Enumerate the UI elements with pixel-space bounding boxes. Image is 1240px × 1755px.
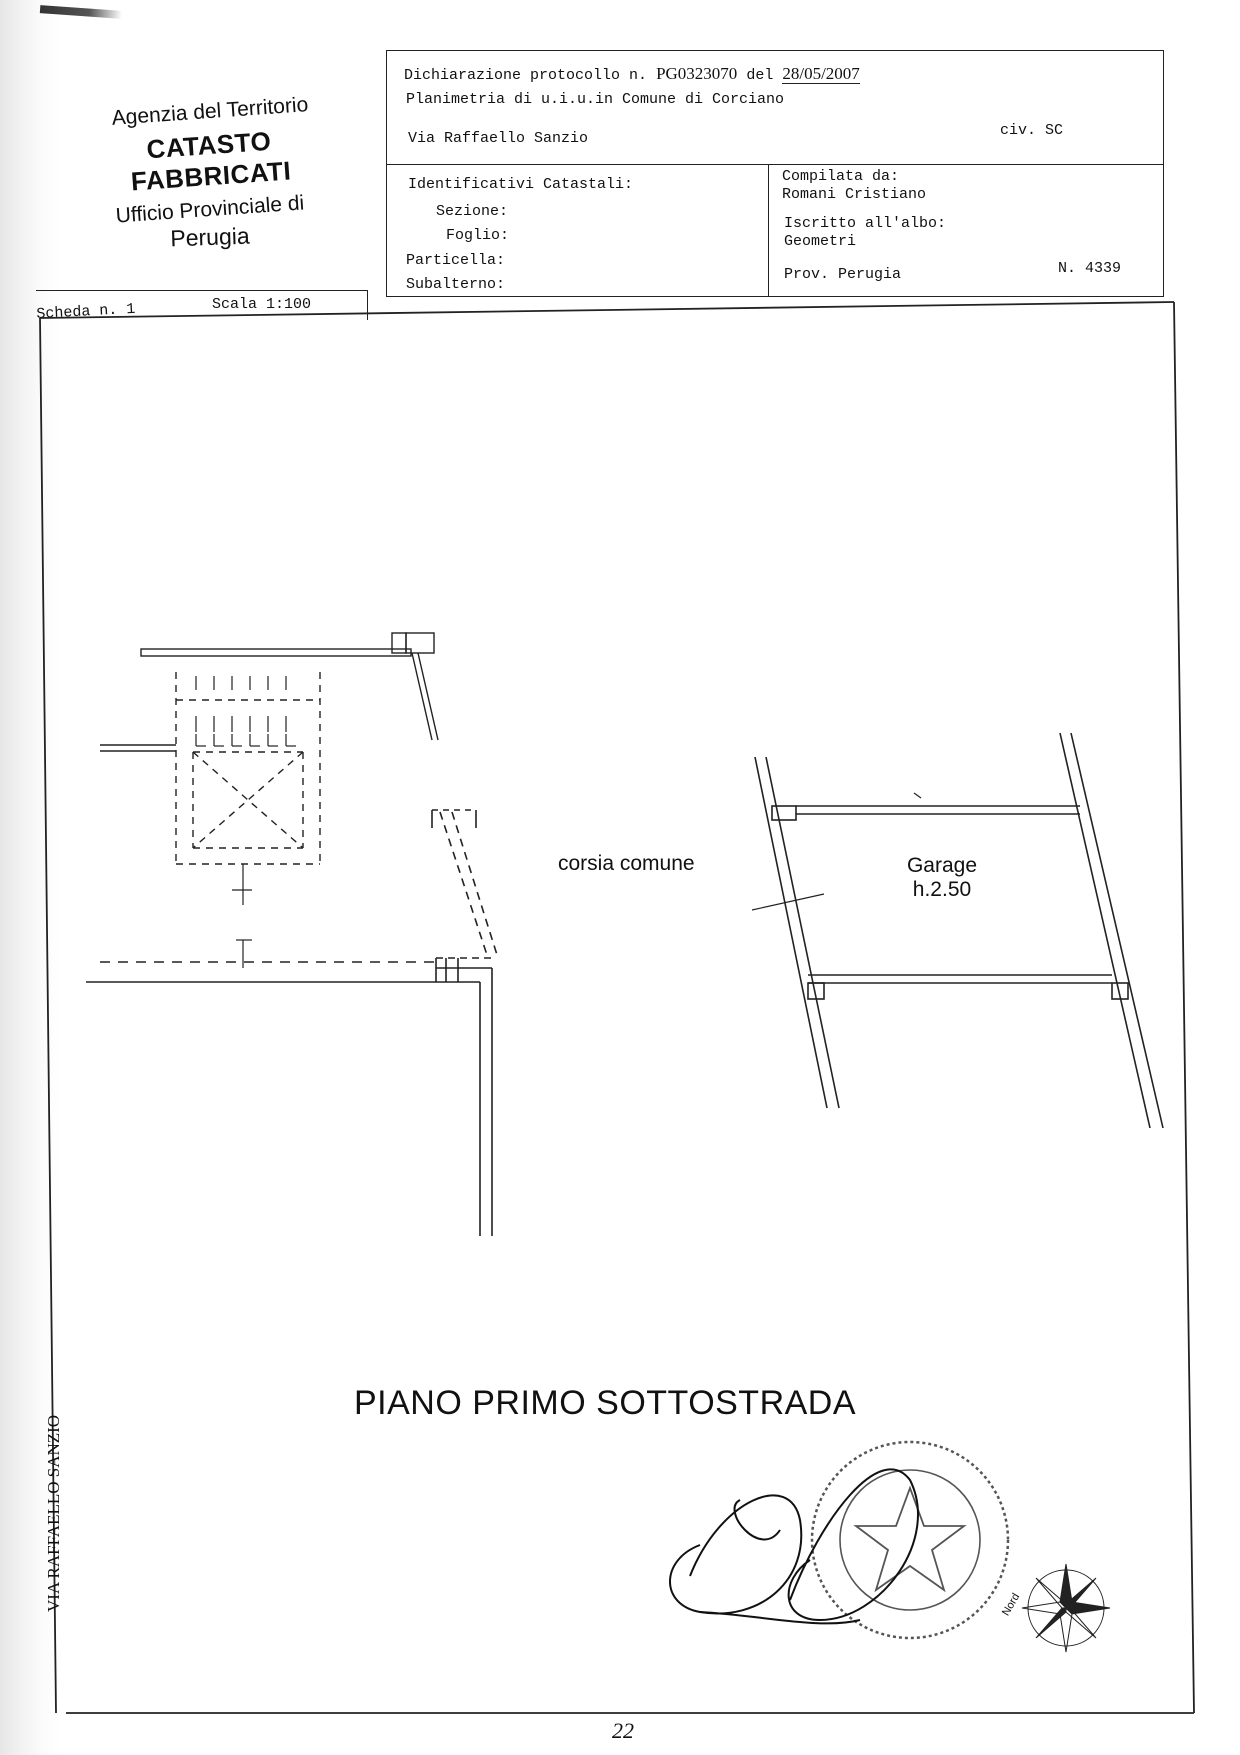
garage-height: h.2.50 <box>912 878 972 901</box>
garage-label: Garage <box>906 854 978 877</box>
protocol-number: PG0323070 <box>656 64 738 83</box>
sezione-label: Sezione: <box>436 203 509 220</box>
particella-label: Particella: <box>406 252 506 269</box>
compass-label: Nord <box>1000 1591 1023 1618</box>
identificativi-title: Identificativi Catastali: <box>408 176 634 193</box>
declaration-prefix: Dichiarazione protocollo n. <box>404 67 648 84</box>
signature <box>670 1469 918 1623</box>
foglio-label: Foglio: <box>446 227 510 244</box>
agency-name: Agenzia del Territorio <box>110 93 309 130</box>
declaration-date: 28/05/2007 <box>782 64 860 83</box>
side-street-label: VIA RAFFAELLO SANZIO <box>44 1414 63 1612</box>
floor-title: PIANO PRIMO SOTTOSTRADA <box>354 1384 857 1422</box>
walls <box>86 810 498 1236</box>
albo-value: Geometri <box>784 233 857 250</box>
agency-department: CATASTO FABBRICATI <box>129 125 293 197</box>
agency-city: Perugia <box>169 222 251 252</box>
agency-office: Ufficio Provinciale di <box>115 191 305 228</box>
compass-icon <box>1022 1564 1110 1652</box>
garage <box>752 733 1163 1128</box>
street-line: Via Raffaello Sanzio <box>408 130 589 147</box>
scale-label: Scala 1:100 <box>212 296 312 313</box>
corridor-label: corsia comune <box>558 852 695 875</box>
civic-number: civ. SC <box>1000 122 1064 139</box>
declaration-del: del <box>746 67 774 84</box>
compiler-name: Romani Cristiano <box>782 186 927 203</box>
compilata-label: Compilata da: <box>782 168 900 185</box>
albo-label: Iscritto all'albo: <box>784 215 947 232</box>
province-label: Prov. Perugia <box>784 266 902 283</box>
subalterno-label: Subalterno: <box>406 276 506 293</box>
planimetria-line: Planimetria di u.i.u.in Comune di Corciano <box>406 91 785 108</box>
scheda-number: Scheda n. 1 <box>36 300 136 323</box>
drawing-frame <box>40 302 1194 1713</box>
registration-number: N. 4339 <box>1058 260 1122 277</box>
notary-stamp <box>812 1442 1008 1638</box>
page-number: 22 <box>612 1718 634 1743</box>
staircase <box>100 633 438 968</box>
